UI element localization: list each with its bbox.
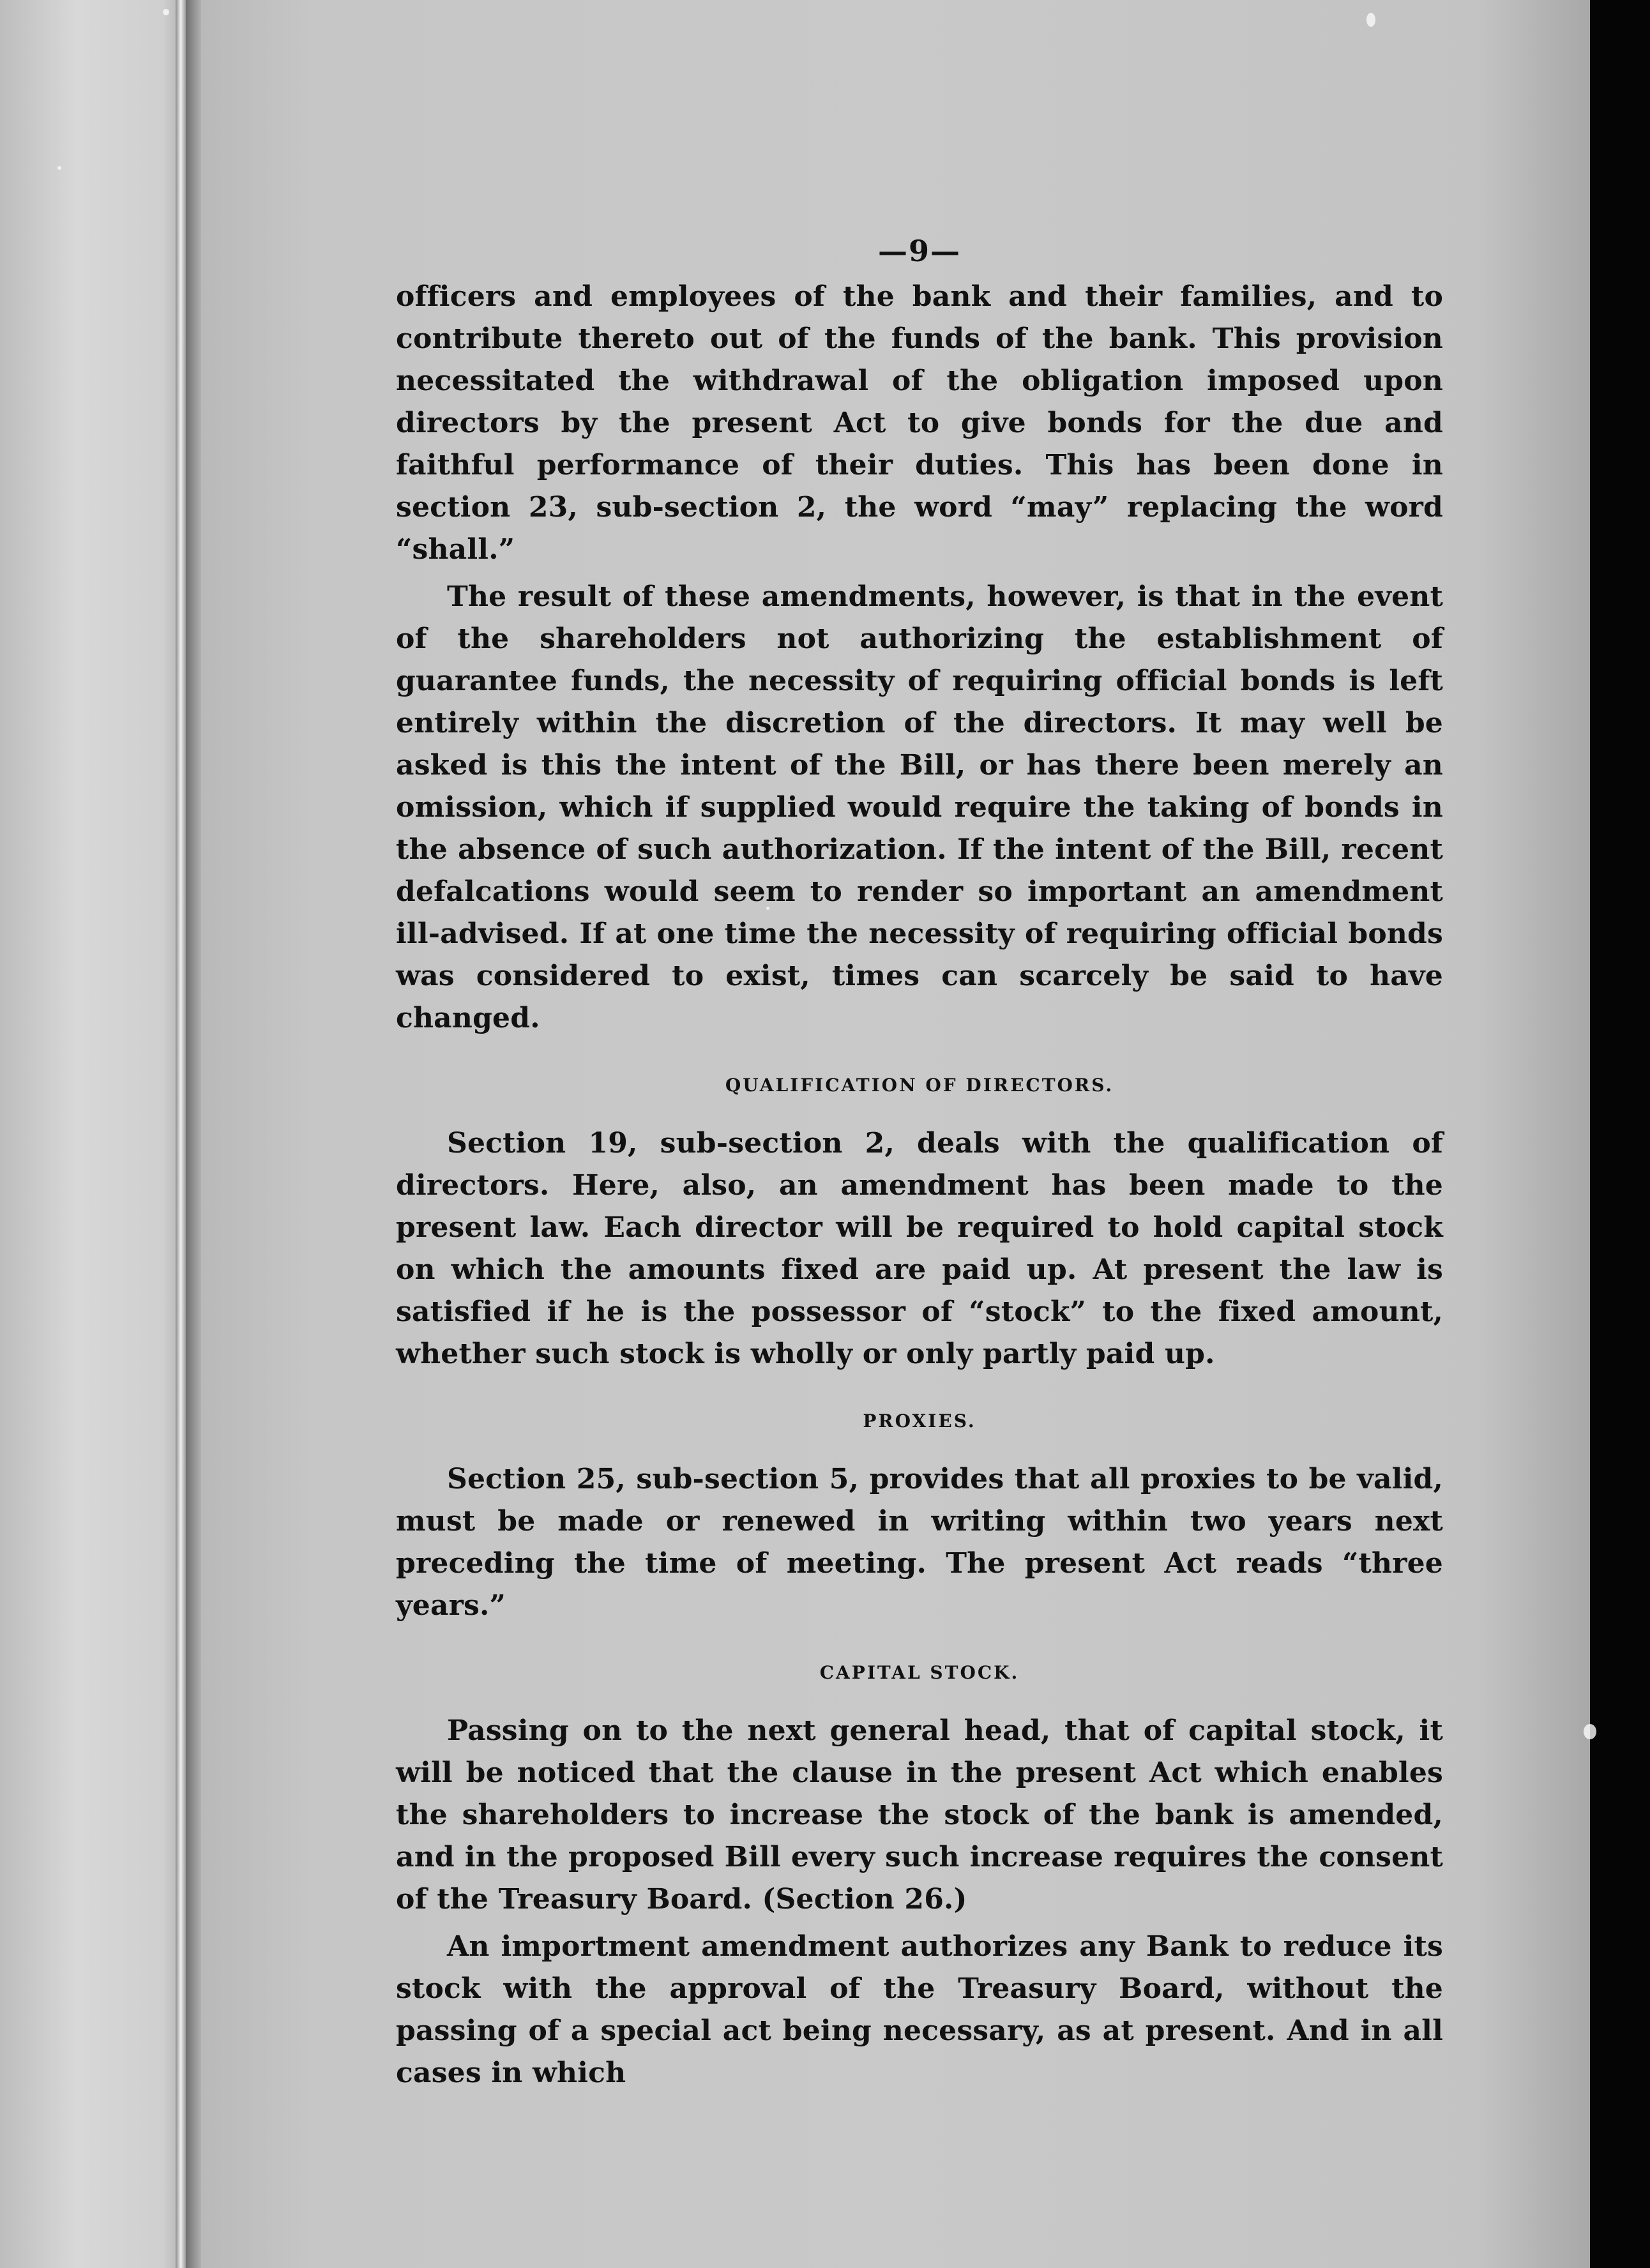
section-heading: QUALIFICATION OF DIRECTORS. — [725, 1075, 1114, 1096]
left-page-edge — [176, 0, 186, 2268]
scan-border — [1590, 0, 1650, 2268]
left-page — [0, 0, 192, 2268]
page-text — [396, 230, 1443, 2094]
book-gutter — [186, 0, 201, 2268]
section-heading: PROXIES. — [863, 1410, 976, 1432]
section-heading: CAPITAL STOCK. — [819, 1662, 1020, 1683]
page-number: —9— — [877, 234, 961, 268]
scan-speck — [1366, 13, 1375, 27]
paragraph: Passing on to the next general head, that of capital stock, it will be noticed that the clause in the present Act which enables the shareholders to increase the stock of the bank is amended, and in the proposed Bill every such increase requires the consent of the Treasury Board. (Section 26.) — [396, 1714, 1443, 1916]
scan-speck — [163, 9, 169, 15]
paragraph: The result of these amendments, however, is that in the event of the shareholders not authorizing the establishment of guarantee funds, the necessity of requiring official bonds is left entirely within the discretion of the directors. It may well be asked is this the intent of the Bill, or has there been merely an omission, which if supplied would require the taking of bonds in the absence of such authorization. If the intent of the Bill, recent defalcations would seem to render so important an amendment ill-advised. If at one time the necessity of requiring official bonds was considered to exist, times can scarcely be said to have changed. — [396, 580, 1443, 1034]
paragraph: An importment amendment authorizes any Bank to reduce its stock with the approval of the Treasury Board, without the passing of a special act being necessary, as at present. And in all cases in which — [396, 1930, 1443, 2089]
scan-speck — [1584, 1724, 1596, 1739]
paragraph: officers and employees of the bank and their families, and to contribute thereto out of the funds of the bank. This provision necessitated the withdrawal of the obligation imposed upon directors by the present Act to give bonds for the due and faithful performance of their duties. This has been done in section 23, sub-section 2, the word “may” replacing the word “shall.” — [396, 280, 1443, 566]
paragraph: Section 19, sub-section 2, deals with the qualification of directors. Here, also, an amendment has been made to the present law. Each director will be required to hold capital stock on which the amounts fixed are paid up. At present the law is satisfied if he is the possessor of “stock” to the fixed amount, whether such stock is wholly or only partly paid up. — [396, 1127, 1443, 1370]
paragraph: Section 25, sub-section 5, provides that all proxies to be valid, must be made or renewed in writing within two years next preceding the time of meeting. The present Act reads “three years.” — [396, 1463, 1443, 1622]
scan-speck — [57, 166, 61, 170]
